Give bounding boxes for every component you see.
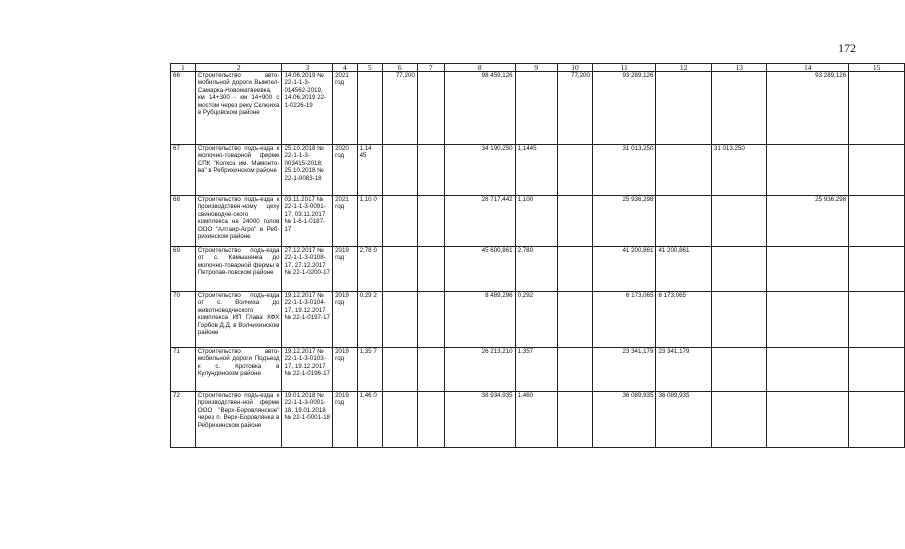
funding-2021: [767, 292, 849, 348]
col-10-value: [557, 196, 592, 247]
column-header: 13: [711, 64, 766, 72]
col-15-value: [849, 145, 905, 196]
column-header: 9: [515, 64, 557, 72]
expertise-doc: 19.01.2018 № 22-1-1-3-0001-18, 19.01.2018 № 22-1-0001-18: [282, 392, 333, 448]
table-row: [171, 292, 905, 348]
object-name: Строительство подъ-езда к молочно-товарной ферме СПК "Колхоз им. Мамонто-ва" в Ребрихинском районе: [195, 145, 282, 196]
funding-2020: [711, 292, 766, 348]
estimated-cost: 28 717,442: [444, 196, 515, 247]
total-cost: 41 200,861: [592, 247, 656, 292]
completion-year: 2019 год: [333, 392, 357, 448]
expertise-doc: 25.10.2018 № 22-1-1-3-003415-2018; 25.10.2018 № 22-1-0083-18: [282, 145, 333, 196]
funding-2020: [711, 72, 766, 145]
completion-year: 2019 год: [333, 348, 357, 392]
column-header: 11: [592, 64, 656, 72]
page-number: 172: [838, 41, 856, 55]
length-km: 0,29 2: [357, 292, 382, 348]
col-15-value: [849, 72, 905, 145]
total-cost: 36 089,935: [592, 392, 656, 448]
col-7-value: [417, 292, 444, 348]
table-row: [171, 247, 905, 292]
estimated-cost: 8 489,296: [444, 292, 515, 348]
table-body: [171, 72, 905, 448]
table-row: [171, 145, 905, 196]
total-cost: 25 936,298: [592, 196, 656, 247]
object-name: Строительство подъ-езда от с. Камышенка до молочно-товарной фермы в Петропав-ловском районе: [195, 247, 282, 292]
col-6-value: [382, 348, 417, 392]
estimated-cost: 98 459,126: [444, 72, 515, 145]
table-row: [171, 348, 905, 392]
col-15-value: [849, 196, 905, 247]
column-header: 10: [557, 64, 592, 72]
row-number: 70: [171, 292, 196, 348]
table-row: [171, 196, 905, 247]
capacity-value: [515, 72, 557, 145]
expertise-doc: 27.12.2017 № 22-1-1-3-0108-17, 27.12.2017 № 22-1-0200-17: [282, 247, 333, 292]
funding-2021: [767, 392, 849, 448]
estimated-cost: 45 600,861: [444, 247, 515, 292]
table-header: [171, 64, 905, 72]
funding-2019: 23 341,179: [656, 348, 711, 392]
row-number: 68: [171, 196, 196, 247]
column-header: 15: [849, 64, 905, 72]
col-10-value: [557, 247, 592, 292]
total-cost: 31 013,250: [592, 145, 656, 196]
funding-2021: 25 936,298: [767, 196, 849, 247]
expertise-doc: 14.06.2019 № 22-1-1-3-014562-2019, 14.06.2019 22-1-0226-19: [282, 72, 333, 145]
col-15-value: [849, 247, 905, 292]
row-number: 66: [171, 72, 196, 145]
estimated-cost: 34 190,250: [444, 145, 515, 196]
completion-year: 2019 год: [333, 247, 357, 292]
col-10-value: [557, 145, 592, 196]
col-7-value: [417, 392, 444, 448]
completion-year: 2021 год: [333, 72, 357, 145]
column-header: 1: [171, 64, 196, 72]
funding-2019: [656, 72, 711, 145]
funding-2019: [656, 196, 711, 247]
col-7-value: [417, 196, 444, 247]
header-row: [171, 64, 905, 72]
col-10-value: [557, 392, 592, 448]
capacity-value: 0,292: [515, 292, 557, 348]
expertise-doc: 19.12.2017 № 22-1-1-3-0103-17, 19.12.2017 № 22-1-0196-17: [282, 348, 333, 392]
col-6-value: [382, 392, 417, 448]
col-7-value: [417, 348, 444, 392]
column-header: 14: [767, 64, 849, 72]
col-7-value: [417, 247, 444, 292]
total-cost: 23 341,179: [592, 348, 656, 392]
col-6-value: [382, 247, 417, 292]
row-number: 69: [171, 247, 196, 292]
funding-2021: [767, 247, 849, 292]
funding-2020: 31 013,250: [711, 145, 766, 196]
funding-2019: 6 173,065: [656, 292, 711, 348]
row-number: 67: [171, 145, 196, 196]
column-header: 8: [444, 64, 515, 72]
funding-2020: [711, 392, 766, 448]
row-number: 72: [171, 392, 196, 448]
col-15-value: [849, 348, 905, 392]
column-header: 6: [382, 64, 417, 72]
total-cost: 6 173,065: [592, 292, 656, 348]
length-km: 1,46 0: [357, 392, 382, 448]
funding-2021: [767, 348, 849, 392]
estimated-cost: 26 213,210: [444, 348, 515, 392]
col-6-value: [382, 292, 417, 348]
length-km: 2,78 0: [357, 247, 382, 292]
total-cost: 93 289,126: [592, 72, 656, 145]
col-7-value: [417, 72, 444, 145]
table-row: [171, 392, 905, 448]
column-header: 7: [417, 64, 444, 72]
col-10-value: [557, 292, 592, 348]
funding-2019: 41 200,861: [656, 247, 711, 292]
column-header: 4: [333, 64, 357, 72]
length-km: 1,35 7: [357, 348, 382, 392]
object-name: Строительство подъ-езда от с. Волчиха до животноводческого комплекса ИП Глава КФХ Горбов Д.Д. в Волчихинском районе: [195, 292, 282, 348]
completion-year: 2019 год: [333, 292, 357, 348]
col-7-value: [417, 145, 444, 196]
completion-year: 2021 год: [333, 196, 357, 247]
funding-2021: [767, 145, 849, 196]
expertise-doc: 03.11.2017 № 22-1-1-3-0091-17, 03.11.2017 № 1-6-1-0187-17: [282, 196, 333, 247]
funding-2020: [711, 348, 766, 392]
capacity-value: 1,357: [515, 348, 557, 392]
col-6-value: [382, 145, 417, 196]
investment-table: [170, 63, 905, 448]
object-name: Строительство подъ-езда к производствен-ной ферме ООО "Верх-Боровлянское" через п. Верх-Боровлянка в Ребрихинском районе: [195, 392, 282, 448]
completion-year: 2020 год: [333, 145, 357, 196]
col-10-value: [557, 348, 592, 392]
col-10-value: 77,200: [557, 72, 592, 145]
column-header: 2: [195, 64, 282, 72]
column-header: 12: [656, 64, 711, 72]
col-15-value: [849, 392, 905, 448]
funding-2019: [656, 145, 711, 196]
length-km: 1,10 0: [357, 196, 382, 247]
length-km: [357, 72, 382, 145]
row-number: 71: [171, 348, 196, 392]
length-km: 1,14 45: [357, 145, 382, 196]
object-name: Строительство авто-мобильной дороги Подъезд к с. Кротовка в Кулундинском районе: [195, 348, 282, 392]
object-name: Строительство подъ-езда к производствен-ному цеху свиноводче-ского комплекса на 24000 голов ООО "Алтаир-Агро" в Реб-рихинском районе: [195, 196, 282, 247]
estimated-cost: 38 934,935: [444, 392, 515, 448]
capacity-value: 2,780: [515, 247, 557, 292]
funding-2020: [711, 196, 766, 247]
column-header: 5: [357, 64, 382, 72]
object-name: Строительство авто-мобильной дороги Вымпел-Самарка-Новоматвеевка, км 14+300 - км 14+900 с мостом через реку Склюиха в Рубцовском районе: [195, 72, 282, 145]
capacity-value: 1,460: [515, 392, 557, 448]
column-header: 3: [282, 64, 333, 72]
funding-2019: 36 089,935: [656, 392, 711, 448]
expertise-doc: 19.12.2017 № 22-1-1-3-0104-17, 19.12.2017 № 22-1-0197-17: [282, 292, 333, 348]
funding-2020: [711, 247, 766, 292]
col-6-value: 77,200: [382, 72, 417, 145]
funding-2021: 93 289,126: [767, 72, 849, 145]
capacity-value: 1,1445: [515, 145, 557, 196]
capacity-value: 1,100: [515, 196, 557, 247]
col-15-value: [849, 292, 905, 348]
table-row: [171, 72, 905, 145]
col-6-value: [382, 196, 417, 247]
